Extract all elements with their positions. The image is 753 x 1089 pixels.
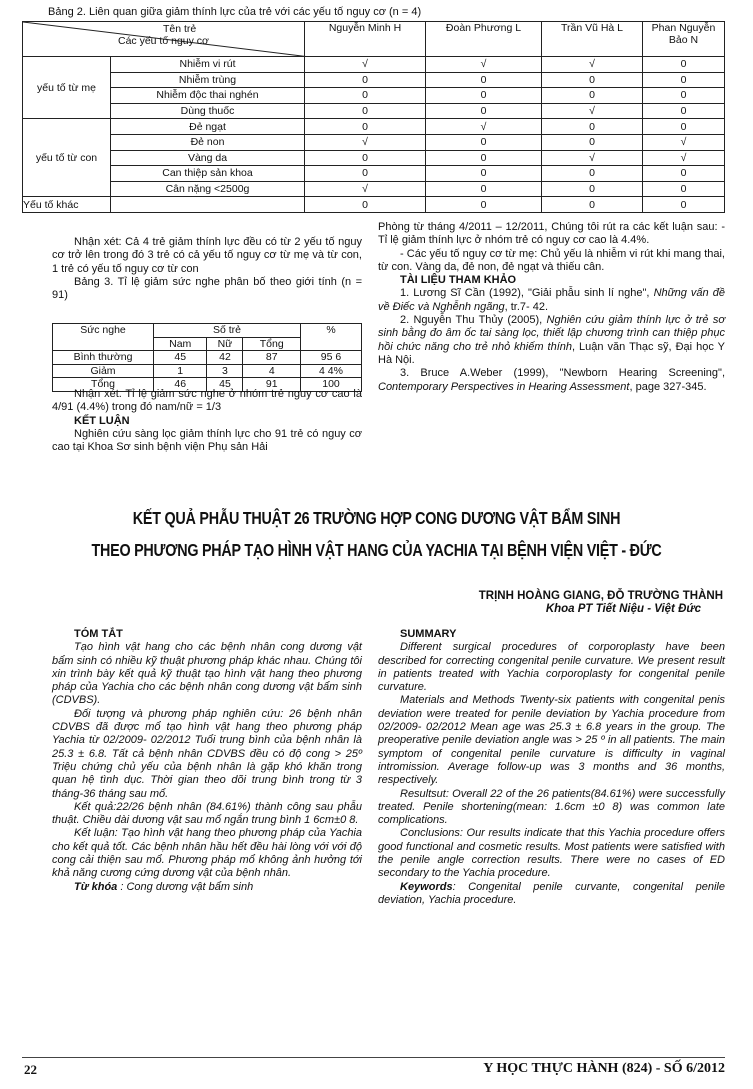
abstract-en-methods: Materials and Methods Twenty-six patients with congenital penis deviation were treated for penile deviation by Yachia procedure from 02/2009- 02/2012 Mean age was 25.3 ± 6.8 years in the group. The preoperative penile deviation angle was > 25 º in all patients. The main symptom of congenital penile curvature is difficulty in vaginal intromission. Average follow-up was 3 months and 36 months, respectively. bbox=[378, 694, 725, 787]
reference-3: 3. Bruce A.Weber (1999), "Newborn Hearing Screening", Contemporary Perspectives in Hearing Assessment, page 327-345. bbox=[378, 367, 725, 393]
risk-value-cell: 0 bbox=[305, 197, 426, 213]
risk-value-cell: 0 bbox=[305, 119, 426, 135]
hearing-row-label: Giảm bbox=[53, 364, 154, 378]
risk-value-cell: 0 bbox=[426, 103, 542, 119]
footer-divider bbox=[22, 1057, 725, 1058]
children-header: Số trẻ bbox=[154, 324, 301, 338]
risk-value-cell: 0 bbox=[542, 181, 643, 197]
risk-value-cell: 0 bbox=[542, 166, 643, 182]
conclusion-heading: KẾT LUẬN bbox=[74, 414, 130, 427]
risk-factor-label: Đẻ ngạt bbox=[111, 119, 305, 135]
references-heading: TÀI LIỆU THAM KHẢO bbox=[400, 274, 517, 287]
table-row bbox=[23, 72, 725, 88]
hearing-value-cell: 45 bbox=[207, 378, 243, 392]
risk-value-cell: √ bbox=[426, 119, 542, 135]
child-name-header: Đoàn Phương L bbox=[426, 22, 542, 57]
conclusion-continued: Phòng từ tháng 4/2011 – 12/2011, Chúng tôi rút ra các kết luận sau: - Tỉ lệ giảm thính lực ở nhóm trẻ có nguy cơ cao là 4.4%. bbox=[378, 221, 725, 247]
hearing-value-cell: 91 bbox=[243, 378, 301, 392]
risk-value-cell: 0 bbox=[643, 103, 725, 119]
abstract-en-conclusion: Conclusions: Our results indicate that this Yachia procedure offers good functional and cosmetic results. Most patients were satisfied with the penile angle correction results. There were no cases of ED secondary to the Yachia procedure. bbox=[378, 827, 725, 880]
journal-name: Y HỌC THỰC HÀNH (824) - SỐ 6/2012 bbox=[483, 1061, 725, 1076]
risk-group-label: yếu tố từ mẹ bbox=[23, 57, 111, 119]
corner-header bbox=[23, 22, 305, 57]
risk-value-cell: 0 bbox=[643, 166, 725, 182]
risk-factor-label: Nhiễm vi rút bbox=[111, 57, 305, 73]
risk-value-cell: 0 bbox=[542, 134, 643, 150]
hearing-value-cell: 87 bbox=[243, 351, 301, 365]
risk-value-cell: 0 bbox=[426, 88, 542, 104]
reference-1: 1. Lương Sĩ Cần (1992), "Giải phẫu sinh lí nghe", Những vấn đề về Điếc và Nghễnh ngãng, tr.7- 42. bbox=[378, 287, 725, 313]
risk-value-cell: √ bbox=[305, 181, 426, 197]
risk-value-cell: 0 bbox=[305, 88, 426, 104]
hearing-value-cell: 3 bbox=[207, 364, 243, 378]
right-column-top bbox=[378, 221, 725, 394]
risk-value-cell: 0 bbox=[542, 72, 643, 88]
left-column-after-table3 bbox=[52, 388, 362, 454]
hearing-value-cell: 4 bbox=[243, 364, 301, 378]
table-row bbox=[53, 364, 362, 378]
risk-value-cell: 0 bbox=[643, 119, 725, 135]
risk-value-cell: 0 bbox=[426, 166, 542, 182]
hearing-value-cell: 4 4% bbox=[301, 364, 362, 378]
hearing-row-label: Tổng bbox=[53, 378, 154, 392]
child-name-header: Phan Nguyễn Bảo N bbox=[643, 22, 725, 57]
corner-top-label: Tên trẻ bbox=[163, 23, 197, 35]
risk-value-cell: 0 bbox=[305, 72, 426, 88]
risk-group-label: yếu tố từ con bbox=[23, 119, 111, 197]
risk-value-cell: 0 bbox=[305, 166, 426, 182]
risk-factor-label bbox=[111, 197, 305, 213]
risk-factor-label: Nhiễm trùng bbox=[111, 72, 305, 88]
left-column-top bbox=[52, 236, 362, 302]
abstract-vietnamese bbox=[52, 628, 362, 894]
child-name-header: Trần Vũ Hà L bbox=[542, 22, 643, 57]
risk-group-label: Yếu tố khác bbox=[23, 197, 111, 213]
risk-value-cell: 0 bbox=[643, 197, 725, 213]
gender-subheader: Nữ bbox=[207, 337, 243, 351]
hearing-value-cell: 95 6 bbox=[301, 351, 362, 365]
risk-factor-label: Vàng da bbox=[111, 150, 305, 166]
hearing-header: Sức nghe bbox=[53, 324, 154, 351]
abstract-vi-intro: Tạo hình vật hang cho các bệnh nhân cong dương vật bẩm sinh có nhiều kỹ thuật phương pháp khác nhau. Chúng tôi xin trình bày kết quả kỹ thuật tạo hình vật hang theo phương pháp của Yachia cho các bệnh nhân cong dương vật bẩm sinh (CDVBS). bbox=[52, 641, 362, 707]
table-row bbox=[23, 57, 725, 73]
risk-value-cell: 0 bbox=[643, 72, 725, 88]
gender-subheader: Nam bbox=[154, 337, 207, 351]
hearing-value-cell: 1 bbox=[154, 364, 207, 378]
gender-subheader: Tổng bbox=[243, 337, 301, 351]
abstract-en-intro: Different surgical procedures of corporoplasty have been described for correcting congenital penile curvature. We present result in patients treated with Yachia corporoplasty for congenital penile curvature. bbox=[378, 641, 725, 694]
percent-header: % bbox=[301, 324, 362, 351]
risk-value-cell: √ bbox=[305, 134, 426, 150]
article-affiliation: Khoa PT Tiết Niệu - Việt Đức bbox=[545, 603, 701, 615]
risk-factor-label: Đẻ non bbox=[111, 134, 305, 150]
abstract-english bbox=[378, 628, 725, 907]
article-authors: TRỊNH HOÀNG GIANG, ĐỖ TRƯỜNG THÀNH bbox=[478, 590, 723, 602]
risk-value-cell: √ bbox=[542, 103, 643, 119]
abstract-en-keywords: Keywords: Congenital penile curvante, congenital penile deviation, Yachia procedure. bbox=[378, 880, 725, 906]
risk-value-cell: 0 bbox=[542, 88, 643, 104]
table2-comment: Nhận xét: Cả 4 trẻ giảm thính lực đều có từ 2 yếu tố nguy cơ trở lên trong đó 3 trẻ có cả yếu tố nguy cơ từ mẹ và từ con, 1 trẻ có yếu tố nguy cơ từ con bbox=[52, 236, 362, 275]
abstract-en-heading: SUMMARY bbox=[400, 628, 457, 640]
table-header-row bbox=[23, 22, 725, 57]
abstract-en-results: Resultsut: Overall 22 of the 26 patients(84.61%) were successfully treated. Penile shortening(mean: 1.6cm ±0 8) was common late complications. bbox=[378, 787, 725, 827]
risk-value-cell: 0 bbox=[426, 72, 542, 88]
hearing-row-label: Bình thường bbox=[53, 351, 154, 365]
risk-value-cell: 0 bbox=[426, 150, 542, 166]
risk-factor-table bbox=[22, 21, 725, 213]
reference-2: 2. Nguyễn Thu Thủy (2005), Nghiên cứu giảm thính lực ở trẻ sơ sinh bằng đo âm ốc tai sàng lọc, thiết lập chương trình can thiệp phục hồi chức năng cho trẻ nhỏ khiếm thính, Luận văn Thạc sỹ, Đại học Y Hà Nội. bbox=[378, 314, 725, 366]
risk-value-cell: √ bbox=[542, 150, 643, 166]
abstract-vi-heading: TÓM TẮT bbox=[74, 628, 123, 640]
risk-value-cell: 0 bbox=[305, 150, 426, 166]
risk-factor-label: Dùng thuốc bbox=[111, 103, 305, 119]
risk-value-cell: 0 bbox=[542, 197, 643, 213]
risk-value-cell: 0 bbox=[643, 88, 725, 104]
table-row bbox=[53, 351, 362, 365]
table-row bbox=[23, 134, 725, 150]
risk-value-cell: 0 bbox=[426, 181, 542, 197]
hearing-by-gender-table bbox=[52, 323, 362, 392]
risk-value-cell: 0 bbox=[426, 197, 542, 213]
table-row bbox=[23, 88, 725, 104]
page-number: 22 bbox=[24, 1062, 37, 1077]
conclusion-risk-factors: - Các yếu tố nguy cơ từ mẹ: Chủ yếu là nhiễm vi rút khi mang thai, từ con. Vàng da, đẻ non, đẻ ngạt và thiếu cân. bbox=[378, 247, 725, 273]
hearing-value-cell: 45 bbox=[154, 351, 207, 365]
risk-value-cell: 0 bbox=[542, 119, 643, 135]
risk-value-cell: 0 bbox=[305, 103, 426, 119]
article-title-line-1: KẾT QUẢ PHẪU THUẬT 26 TRƯỜNG HỢP CONG DƯƠNG VẬT BẨM SINH bbox=[132, 508, 621, 528]
table-row bbox=[23, 119, 725, 135]
abstract-vi-keywords: Từ khóa : Cong dương vật bẩm sinh bbox=[74, 880, 254, 893]
table-header-row bbox=[53, 324, 362, 338]
risk-value-cell: 0 bbox=[643, 181, 725, 197]
risk-value-cell: √ bbox=[542, 57, 643, 73]
risk-value-cell: 0 bbox=[643, 57, 725, 73]
table-row bbox=[23, 103, 725, 119]
table-row bbox=[23, 150, 725, 166]
table-row bbox=[23, 166, 725, 182]
risk-factor-label: Cân nặng <2500g bbox=[111, 181, 305, 197]
table3-comment: Nhận xét. Tỉ lệ giảm sức nghe ở nhóm trẻ nguy cơ cao là 4/91 (4.4%) trong đó nam/nữ = 1/3 bbox=[52, 388, 362, 414]
risk-value-cell: √ bbox=[643, 134, 725, 150]
table2-caption: Bảng 2. Liên quan giữa giảm thính lực của trẻ với các yếu tố nguy cơ (n = 4) bbox=[48, 6, 422, 18]
risk-value-cell: √ bbox=[643, 150, 725, 166]
risk-factor-label: Nhiễm độc thai nghén bbox=[111, 88, 305, 104]
table-row bbox=[23, 197, 725, 213]
abstract-vi-methods: Đối tượng và phương pháp nghiên cứu: 26 bệnh nhân CDVBS đã được mổ tạo hình vật hang theo phương pháp Yachia từ 02/2009- 02/2012 Tuổi trung bình của bệnh nhân là 25.3 ± 6.8. Tất cả bệnh nhân CDVBS đều có độ cong > 25º Triệu chứng chủ yếu của bệnh nhân là gặp khó khăn trong quan hệ tình dục. Thời gian theo dõi trung bình trong từ 3 tháng-36 tháng sau mổ. bbox=[52, 707, 362, 800]
conclusion-text: Nghiên cứu sàng lọc giảm thính lực cho 91 trẻ có nguy cơ cao tại Khoa Sơ sinh bệnh viện Phụ sản Hải bbox=[52, 427, 362, 454]
risk-value-cell: √ bbox=[426, 57, 542, 73]
hearing-value-cell: 42 bbox=[207, 351, 243, 365]
table3-caption: Bảng 3. Tỉ lệ giảm sức nghe phân bố theo giới tính (n = 91) bbox=[52, 275, 362, 302]
corner-bottom-label: Các yếu tố nguy cơ bbox=[118, 35, 209, 47]
hearing-value-cell: 46 bbox=[154, 378, 207, 392]
hearing-value-cell: 100 bbox=[301, 378, 362, 392]
child-name-header: Nguyễn Minh H bbox=[305, 22, 426, 57]
risk-factor-label: Can thiệp sản khoa bbox=[111, 166, 305, 182]
abstract-vi-results: Kết quả:22/26 bệnh nhân (84.61%) thành công sau phẫu thuật. Chiều dài dương vật sau mổ ngắn trung bình 1 6cm±0 8. bbox=[52, 800, 362, 827]
risk-value-cell: √ bbox=[305, 57, 426, 73]
risk-value-cell: 0 bbox=[426, 134, 542, 150]
table-row bbox=[23, 181, 725, 197]
abstract-vi-conclusion: Kết luận: Tạo hình vật hang theo phương pháp của Yachia cho kết quả tốt. Các bệnh nhân hầu hết đều hài lòng với với độ cong cải thiện sau mổ. Phương pháp mổ không ảnh hưởng tới khả năng cương cứng dương vật của bệnh nhân. bbox=[52, 827, 362, 880]
article-title-line-2: THEO PHƯƠNG PHÁP TẠO HÌNH VẬT HANG CỦA YACHIA TẠI BỆNH VIỆN VIỆT - ĐỨC bbox=[91, 540, 662, 560]
